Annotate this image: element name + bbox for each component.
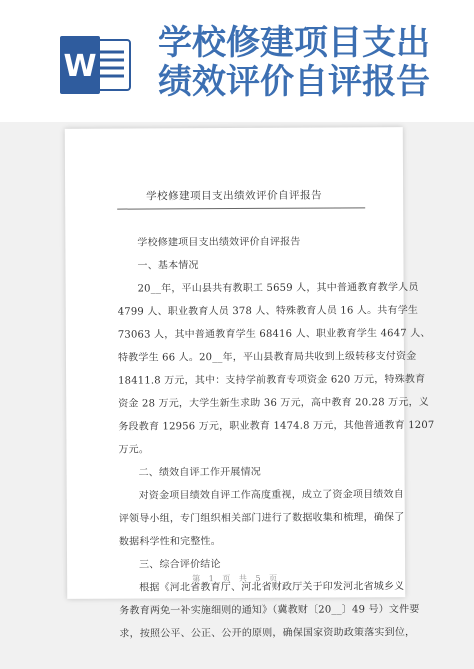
body-line: 资金 28 万元，大学生新生求助 36 万元，高中教育 20.28 万元，义: [118, 396, 429, 410]
banner-title: [158, 24, 458, 102]
body-line: 根据《河北省教育厅、河北省财政厅关于印发河北省城乡义: [139, 581, 405, 594]
banner: [0, 0, 474, 122]
section-heading: 一、基本情况: [137, 260, 199, 272]
body-line: 18411.8 万元，其中：支持学前教育专项资金 620 万元，特殊教育: [118, 374, 426, 387]
banner-title-line2: 绩效评价自评报告: [158, 62, 430, 102]
body-line: 20__年，平山县共有教职工 5659 人，其中普通教育教学人员: [137, 282, 419, 295]
body-line: 73063 人，其中普通教育学生 68416 人、职业教育学生 4647 人、: [117, 327, 431, 341]
section-heading: 二、绩效自评工作开展情况: [138, 466, 262, 479]
body-line: 评领导小组，专门组织相关部门进行了数据收集和梳理，确保了: [118, 512, 405, 525]
body-line: 万元。: [118, 444, 150, 456]
body-line: 特教学生 66 人。20__年，平山县教育局共收到上级转移支付资金: [117, 351, 417, 364]
header-rule: [117, 207, 365, 209]
body-line: 务段教育 12956 万元，职业教育 1474.8 万元，其他普通教育 1207: [118, 419, 435, 433]
banner-title-line1: 学校修建项目支出: [158, 23, 430, 63]
body-line: 对资金项目绩效自评工作高度重视，成立了资金项目绩效自: [138, 489, 404, 502]
body-line: 学校修建项目支出绩效评价自评报告: [137, 236, 301, 249]
body-line: 数据科学性和完整性。: [118, 536, 221, 548]
section-heading: 三、综合评价结论: [139, 559, 221, 571]
svg-text:W: W: [63, 49, 97, 84]
body-line: 务教育两免一补实施细则的通知》（冀教财〔20__〕49 号）文件要: [119, 604, 420, 617]
word-icon: [58, 34, 132, 96]
body-line: 求，按照公平、公正、公开的原则，确保国家资助政策落实到位，: [119, 627, 416, 640]
page-number: 第 1 页 共 5 页: [192, 573, 281, 584]
document-header: 学校修建项目支出绩效评价自评报告: [146, 189, 323, 203]
document-page: [65, 127, 435, 640]
body-line: 4799 人、职业教育人员 378 人、特殊教育人员 16 人。共有学生: [117, 305, 419, 318]
